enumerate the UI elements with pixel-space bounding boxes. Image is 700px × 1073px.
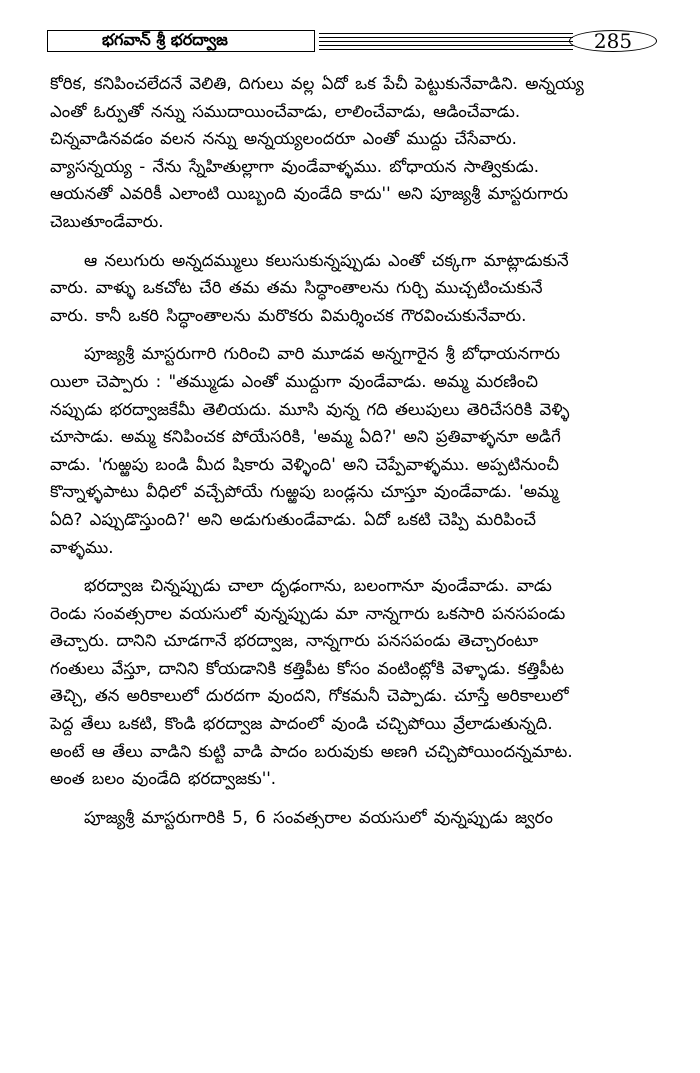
text-line: చూసాడు. అమ్మ కనిపించక పోయేసరికి, 'అమ్మ ఏది?' అని ప్రతివాళ్ళనూ అడిగే [50,427,561,447]
text-line: పూజ్యశ్రీ మాస్టరుగారి గురించి వారి మూడవ అన్నగారైన శ్రీ బోధాయనగారు [84,344,560,364]
paragraph-3 [50,340,658,561]
text-line: కొన్నాళ్ళపాటు వీధిలో వచ్చేపోయే గుఱ్ఱపు బండ్లను చూస్తూ వుండేవాడు. 'అమ్మ [50,482,559,502]
text-line: కోరిక, కనిపించలేదనే వెలితి, దిగులు వల్ల ఏదో ఒక పేచీ పెట్టుకునేవాడిని. అన్నయ్య [50,74,584,93]
text-line: వాళ్ళము. [50,537,114,557]
text-line: పెద్ద తేలు ఒకటి, కొండి భరద్వాజ పాదంలో వుండి చచ్చిపోయి వ్రేలాడుతున్నది. [50,714,553,734]
text-line: ఏది? ఎప్పుడొస్తుంది?' అని అడుగుతుండేవాడు. ఏదో ఒకటి చెప్పి మరిపించే [50,509,536,529]
page-number: 285 [593,29,633,53]
text-line: ఎంతో ఓర్పుతో నన్ను సముదాయించేవాడు, లాలించేవాడు, ఆడించేవాడు. [50,101,521,121]
paragraph-5 [50,804,658,832]
text-line: గంతులు వేస్తూ, దానిని కోయడానికి కత్తిపీట కోసం వంటింట్లోకి వెళ్ళాడు. కత్తిపీట [50,658,564,678]
body-text [50,70,658,831]
header-rule-lines [319,33,573,50]
text-line: వారు. కానీ ఒకరి సిద్ధాంతాలను మరొకరు విమర్శించక గౌరవించుకునేవారు. [50,305,527,325]
text-line: వారు. వాళ్ళు ఒకచోట చేరి తమ తమ సిద్ధాంతాలను గుర్చి ముచ్చటించుకునే [50,278,543,298]
text-line: వ్యాసన్నయ్య - నేను స్నేహితుల్లాగా వుండేవాళ్ళము. బోధాయన సాత్వికుడు. [50,156,540,176]
text-line: యిలా చెప్పారు : "తమ్ముడు ఎంతో ముద్దుగా వుండేవాడు. అమ్మ మరణించి [50,371,538,391]
text-line: రెండు సంవత్సరాల వయసులో వున్నప్పుడు మా నాన్నగారు ఒకసారి పనసపండు [50,603,566,623]
running-header [47,30,659,54]
paragraph-1 [50,70,658,236]
text-line: వాడు. 'గుఱ్ఱపు బండి మీద షికారు వెళ్ళింది' అని చెప్పేవాళ్ళము. అప్పటినుంచీ [50,454,559,474]
text-line: పూజ్యశ్రీ మాస్టరుగారికి 5, 6 సంవత్సరాల వయసులో వున్నప్పుడు జ్వరం [84,807,553,827]
text-line: ఆ నలుగురు అన్నదమ్ములు కలుసుకున్నప్పుడు ఎంతో చక్కగా మాట్లాడుకునే [84,250,569,270]
paragraph-4 [50,572,658,793]
text-line: ఆయనతో ఎవరికీ ఎలాంటి యిబ్బంది వుండేది కాదు'' అని పూజ్యశ్రీ మాస్టరుగారు [50,184,569,204]
text-line: అంత బలం వుండేది భరద్వాజకు''. [50,769,277,789]
text-line: అంటే ఆ తేలు వాడిని కుట్టి వాడి పాదం బరువుకు అణగి చచ్చిపోయిందన్నమాట. [50,741,573,761]
text-line: నప్పుడు భరద్వాజకేమీ తెలియదు. మూసి వున్న గది తలుపులు తెరిచేసరికి వెళ్ళి [50,399,570,419]
book-title: భగవాన్ శ్రీ భరద్వాజ [102,29,228,49]
text-line: చెబుతూండేవారు. [50,211,164,231]
text-line: భరద్వాజ చిన్నప్పుడు చాలా దృఢంగాను, బలంగానూ వుండేవాడు. వాడు [84,576,552,596]
text-line: తెచ్చి, తన అరికాలులో దురదగా వుందని, గోకమనీ చెప్పాడు. చూస్తే అరికాలులో [50,686,569,706]
header-title-box [47,30,315,52]
text-line: తెచ్చారు. దానిని చూడగానే భరద్వాజ, నాన్నగారు పనసపండు తెచ్చారంటూ [50,631,539,651]
paragraph-2 [50,247,658,330]
text-line: చిన్నవాడినవడం వలన నన్ను అన్నయ్యలందరూ ఎంతో ముద్దు చేసేవారు. [50,129,517,149]
page-number-oval [569,30,657,52]
